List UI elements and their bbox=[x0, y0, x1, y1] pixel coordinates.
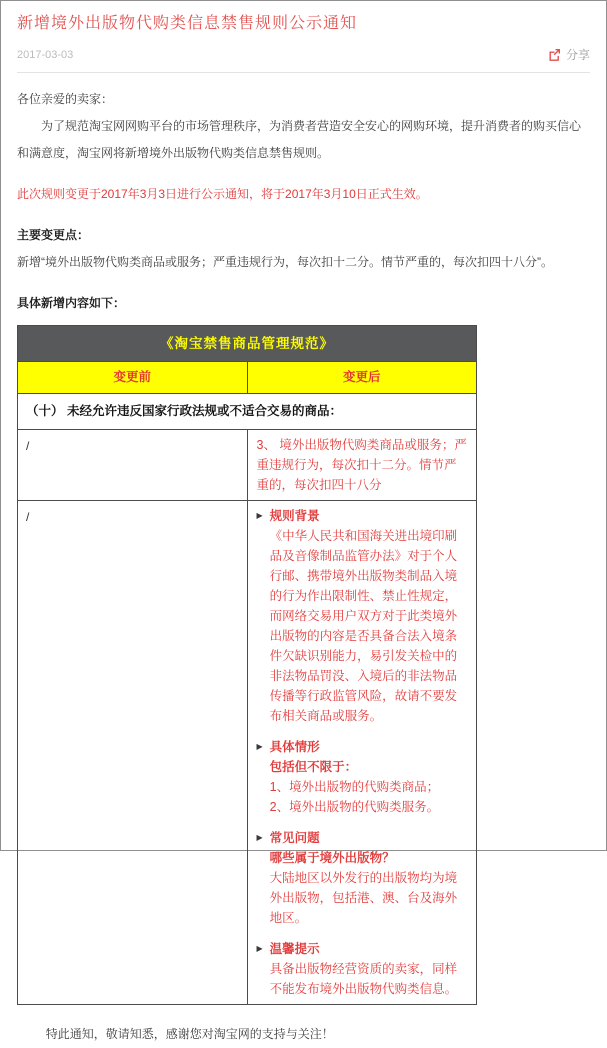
after-cell bbox=[247, 430, 477, 501]
before-cell: / bbox=[18, 430, 248, 501]
publish-date: 2017-03-03 bbox=[17, 48, 74, 61]
section-heading: 规则背景 bbox=[269, 509, 320, 523]
section-text: 大陆地区以外发行的出版物均为境外出版物，包括港、澳、台及海外地区。 bbox=[269, 871, 458, 925]
section-subheading: 包括但不限于： bbox=[269, 760, 358, 774]
section-text: 《中华人民共和国海关进出境印刷品及音像制品监管办法》对于个人行邮、携带境外出版物类制品入境的行为作出限制性、禁止性规定，而网络交易用户双方对于此类境外出版物的内容是否具备合法入境条件欠缺识别能力，易引发关检中的非法物品罚没、入境后的非法物品传播等行政监管风险，故请不要发布相关商品或服务。 bbox=[269, 529, 458, 723]
details-heading: 具体新增内容如下： bbox=[17, 296, 126, 310]
share-button[interactable] bbox=[548, 46, 590, 63]
rule-background-section bbox=[257, 506, 469, 726]
bullet-triangle-icon: ▶ bbox=[256, 742, 263, 751]
table-title: 《淘宝禁售商品管理规范》 bbox=[18, 326, 477, 362]
changes-heading: 主要变更点： bbox=[17, 228, 90, 242]
intro-paragraph: 为了规范淘宝网网购平台的市场管理秩序，为消费者营造安全安心的网购环境，提升消费者的购买信心和满意度，淘宝网将新增境外出版物代购类信息禁售规则。 bbox=[17, 119, 582, 160]
page-title: 新增境外出版物代购类信息禁售规则公示通知 bbox=[17, 15, 358, 32]
faq-section bbox=[257, 828, 469, 928]
table-title-row bbox=[18, 326, 477, 362]
section-text: 具备出版物经营资质的卖家，同样不能发布境外出版物代购类信息。 bbox=[269, 962, 458, 996]
table-section-row bbox=[18, 394, 477, 430]
bullet-triangle-icon: ▶ bbox=[256, 944, 263, 953]
rule-text: 3、 境外出版物代购类商品或服务；严重违规行为，每次扣十二分。情节严重的，每次扣四十八分 bbox=[256, 438, 467, 492]
share-icon bbox=[548, 48, 561, 61]
specific-cases-section bbox=[257, 737, 469, 817]
section-subheading: 哪些属于境外出版物？ bbox=[269, 851, 395, 865]
share-label: 分享 bbox=[565, 48, 590, 62]
after-cell bbox=[247, 501, 477, 1005]
changes-text: 新增“境外出版物代购类商品或服务；严重违规行为，每次扣十二分。情节严重的，每次扣四十八分”。 bbox=[17, 255, 553, 269]
friendly-reminder-section bbox=[257, 939, 469, 999]
table-column-header-row bbox=[18, 362, 477, 394]
column-header-after: 变更后 bbox=[247, 362, 477, 394]
section-label: （十） 未经允许违反国家行政法规或不适合交易的商品： bbox=[18, 394, 477, 430]
column-header-before: 变更前 bbox=[18, 362, 248, 394]
notice-body bbox=[1, 73, 606, 1048]
table-row bbox=[18, 430, 477, 501]
section-list-item: 2、境外出版物的代购类服务。 bbox=[269, 800, 440, 814]
page-header bbox=[1, 1, 606, 73]
closing-line: 特此通知，敬请知悉，感谢您对淘宝网的支持与关注！ bbox=[45, 1027, 334, 1041]
section-heading: 常见问题 bbox=[269, 831, 320, 845]
rules-table bbox=[17, 325, 477, 1005]
before-cell: / bbox=[18, 501, 248, 1005]
greeting-line: 各位亲爱的卖家： bbox=[17, 92, 114, 106]
bullet-triangle-icon: ▶ bbox=[256, 833, 263, 842]
section-list-item: 1、境外出版物的代购类商品； bbox=[269, 780, 440, 794]
bullet-triangle-icon: ▶ bbox=[256, 511, 263, 520]
meta-row bbox=[17, 46, 590, 73]
section-heading: 温馨提示 bbox=[269, 942, 320, 956]
effective-date-notice: 此次规则变更于2017年3月3日进行公示通知，将于2017年3月10日正式生效。 bbox=[17, 187, 428, 201]
section-heading: 具体情形 bbox=[269, 740, 320, 754]
table-row bbox=[18, 501, 477, 1005]
